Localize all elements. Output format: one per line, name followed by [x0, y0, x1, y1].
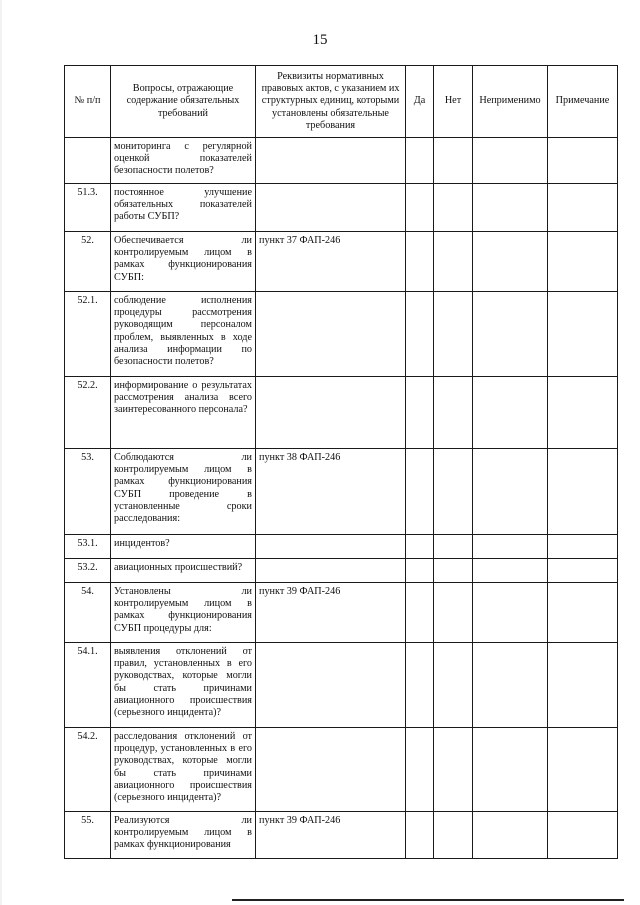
- table-row: [65, 138, 618, 184]
- cell-yes[interactable]: [406, 812, 434, 859]
- cell-no[interactable]: [434, 292, 473, 377]
- cell-note[interactable]: [548, 535, 618, 559]
- row-question: выявления отклонений от правил, установленных в его руководствах, которые могли бы стать причинами авиационного происшествия (серьезного инцидента)?: [111, 643, 256, 728]
- cell-not-applicable[interactable]: [473, 728, 548, 812]
- cell-not-applicable[interactable]: [473, 812, 548, 859]
- cell-yes[interactable]: [406, 728, 434, 812]
- cell-yes[interactable]: [406, 138, 434, 184]
- row-number: 52.2.: [65, 377, 111, 449]
- table-row: [65, 535, 618, 559]
- table-row: [65, 728, 618, 812]
- row-number: 53.2.: [65, 559, 111, 583]
- row-number: 52.1.: [65, 292, 111, 377]
- row-requisites: [256, 292, 406, 377]
- page-bottom-rule: [232, 899, 624, 901]
- cell-no[interactable]: [434, 184, 473, 232]
- row-number: 53.: [65, 449, 111, 535]
- row-question: инцидентов?: [111, 535, 256, 559]
- header-yes: Да: [406, 66, 434, 138]
- row-number: 51.3.: [65, 184, 111, 232]
- cell-note[interactable]: [548, 812, 618, 859]
- cell-note[interactable]: [548, 292, 618, 377]
- cell-yes[interactable]: [406, 232, 434, 292]
- table-header-row: [65, 66, 618, 138]
- page-number: 15: [312, 32, 328, 48]
- cell-no[interactable]: [434, 535, 473, 559]
- row-requisites: пункт 39 ФАП-246: [256, 812, 406, 859]
- cell-not-applicable[interactable]: [473, 449, 548, 535]
- cell-yes[interactable]: [406, 449, 434, 535]
- cell-no[interactable]: [434, 559, 473, 583]
- table-row: [65, 232, 618, 292]
- row-requisites: [256, 377, 406, 449]
- cell-not-applicable[interactable]: [473, 535, 548, 559]
- row-question: Реализуются ли контролируемым лицом в рамках функционирования: [111, 812, 256, 859]
- table-row: [65, 449, 618, 535]
- cell-note[interactable]: [548, 583, 618, 643]
- cell-note[interactable]: [548, 184, 618, 232]
- row-number: [65, 138, 111, 184]
- row-question: Обеспечивается ли контролируемым лицом в рамках функционирования СУБП:: [111, 232, 256, 292]
- row-requisites: [256, 535, 406, 559]
- header-no: Нет: [434, 66, 473, 138]
- row-question: постоянное улучшение обязательных показателей работы СУБП?: [111, 184, 256, 232]
- row-requisites: [256, 184, 406, 232]
- cell-note[interactable]: [548, 449, 618, 535]
- row-question: информирование о результатах рассмотрения анализа всего заинтересованного персонала?: [111, 377, 256, 449]
- table-row: [65, 583, 618, 643]
- header-requisites: Реквизиты нормативных правовых актов, с указанием их структурных единиц, которыми установлены обязательные требования: [256, 66, 406, 138]
- table-row: [65, 812, 618, 859]
- cell-yes[interactable]: [406, 184, 434, 232]
- cell-no[interactable]: [434, 728, 473, 812]
- cell-not-applicable[interactable]: [473, 138, 548, 184]
- cell-not-applicable[interactable]: [473, 232, 548, 292]
- cell-not-applicable[interactable]: [473, 292, 548, 377]
- row-requisites: [256, 728, 406, 812]
- row-number: 53.1.: [65, 535, 111, 559]
- cell-yes[interactable]: [406, 535, 434, 559]
- cell-yes[interactable]: [406, 559, 434, 583]
- scan-edge: [0, 0, 2, 905]
- row-number: 54.: [65, 583, 111, 643]
- cell-no[interactable]: [434, 138, 473, 184]
- row-requisites: пункт 38 ФАП-246: [256, 449, 406, 535]
- cell-no[interactable]: [434, 377, 473, 449]
- cell-note[interactable]: [548, 559, 618, 583]
- requirements-table: [64, 65, 618, 859]
- row-requisites: пункт 37 ФАП-246: [256, 232, 406, 292]
- cell-not-applicable[interactable]: [473, 643, 548, 728]
- header-num: № п/п: [65, 66, 111, 138]
- cell-not-applicable[interactable]: [473, 559, 548, 583]
- cell-no[interactable]: [434, 643, 473, 728]
- row-requisites: [256, 138, 406, 184]
- header-note: Примечание: [548, 66, 618, 138]
- row-number: 54.2.: [65, 728, 111, 812]
- cell-yes[interactable]: [406, 292, 434, 377]
- cell-yes[interactable]: [406, 643, 434, 728]
- header-not-applicable: Неприменимо: [473, 66, 548, 138]
- row-question: Соблюдаются ли контролируемым лицом в рамках функционирования СУБП проведение в установленные сроки расследования:: [111, 449, 256, 535]
- cell-note[interactable]: [548, 728, 618, 812]
- table-row: [65, 643, 618, 728]
- cell-no[interactable]: [434, 449, 473, 535]
- cell-no[interactable]: [434, 583, 473, 643]
- row-requisites: пункт 39 ФАП-246: [256, 583, 406, 643]
- row-question: расследования отклонений от процедур, установленных в его руководствах, которые могли бы стать причинами авиационного происшествия (серьезного инцидента)?: [111, 728, 256, 812]
- row-question: авиационных происшествий?: [111, 559, 256, 583]
- cell-not-applicable[interactable]: [473, 583, 548, 643]
- row-number: 54.1.: [65, 643, 111, 728]
- row-requisites: [256, 643, 406, 728]
- cell-note[interactable]: [548, 232, 618, 292]
- cell-not-applicable[interactable]: [473, 184, 548, 232]
- table-row: [65, 292, 618, 377]
- table-row: [65, 377, 618, 449]
- row-question: соблюдение исполнения процедуры рассмотрения руководящим персоналом проблем, выявленных в ходе анализа информации по безопасности полетов?: [111, 292, 256, 377]
- table-row: [65, 184, 618, 232]
- header-question: Вопросы, отражающие содержание обязательных требований: [111, 66, 256, 138]
- row-requisites: [256, 559, 406, 583]
- row-question: мониторинга с регулярной оценкой показателей безопасности полетов?: [111, 138, 256, 184]
- cell-yes[interactable]: [406, 377, 434, 449]
- cell-note[interactable]: [548, 643, 618, 728]
- row-question: Установлены ли контролируемым лицом в рамках функционирования СУБП процедуры для:: [111, 583, 256, 643]
- cell-note[interactable]: [548, 377, 618, 449]
- cell-not-applicable[interactable]: [473, 377, 548, 449]
- row-number: 55.: [65, 812, 111, 859]
- cell-no[interactable]: [434, 812, 473, 859]
- table-row: [65, 559, 618, 583]
- cell-no[interactable]: [434, 232, 473, 292]
- cell-yes[interactable]: [406, 583, 434, 643]
- row-number: 52.: [65, 232, 111, 292]
- cell-note[interactable]: [548, 138, 618, 184]
